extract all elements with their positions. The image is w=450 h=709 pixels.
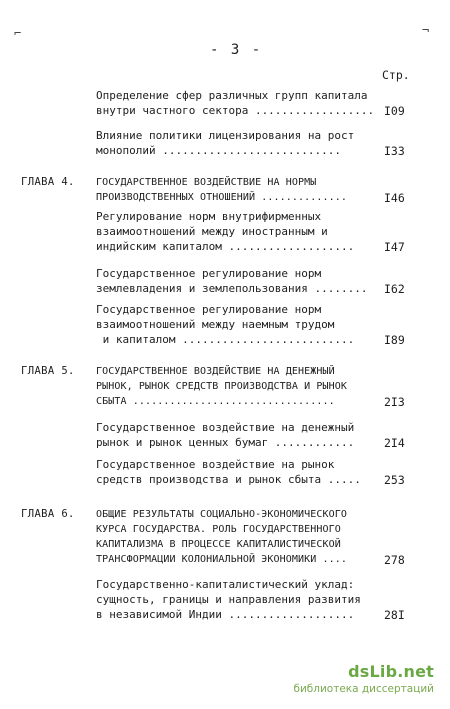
chapter-label: ГЛАВА 4.: [21, 176, 75, 188]
toc-line: Регулирование норм внутрифирменных: [96, 210, 322, 223]
toc-line: СБЫТА .................................: [96, 396, 335, 407]
page-ref: I09: [384, 104, 405, 118]
watermark-logo: dsLib.net: [348, 662, 434, 681]
toc-line: Государственное регулирование норм: [96, 267, 322, 280]
toc-line: землевладения и землепользования ........: [96, 282, 368, 295]
toc-line: РЫНОК, РЫНОК СРЕДСТВ ПРОИЗВОДСТВА И РЫНОК: [96, 381, 347, 392]
toc-line: в независимой Индии ...................: [96, 608, 355, 621]
chapter-label: ГЛАВА 6.: [21, 508, 75, 520]
page-ref: 2I4: [384, 436, 405, 450]
page-ref: 28I: [384, 608, 405, 622]
page-ref: 2I3: [384, 395, 405, 409]
page-ref: 253: [384, 473, 405, 487]
page-number: - 3 -: [210, 42, 263, 58]
corner-mark-left: ⌐: [14, 26, 22, 40]
toc-line: сущность, границы и направления развития: [96, 593, 361, 606]
toc-line: Государственное регулирование норм: [96, 303, 322, 316]
toc-line: КАПИТАЛИЗМА В ПРОЦЕССЕ КАПИТАЛИСТИЧЕСКОЙ: [96, 539, 341, 550]
toc-line: монополий ...........................: [96, 144, 342, 157]
toc-line: ГОСУДАРСТВЕННОЕ ВОЗДЕЙСТВИЕ НА ДЕНЕЖНЫЙ: [96, 366, 335, 377]
chapter-label: ГЛАВА 5.: [21, 365, 75, 377]
page-ref: I62: [384, 282, 405, 296]
watermark-subtitle: библиотека диссертаций: [293, 683, 434, 695]
page-column-label: Стр.: [382, 68, 410, 82]
toc-line: индийским капиталом ...................: [96, 240, 355, 253]
page-ref: I33: [384, 144, 405, 158]
toc-line: взаимоотношений между иностранным и: [96, 225, 328, 238]
toc-line: внутри частного сектора ..................: [96, 104, 375, 117]
toc-line: и капиталом ..........................: [96, 333, 355, 346]
toc-line: рынок и рынок ценных бумаг ............: [96, 436, 355, 449]
page-ref: I47: [384, 240, 405, 254]
toc-line: Государственное воздействие на денежный: [96, 421, 355, 434]
toc-line: ГОСУДАРСТВЕННОЕ ВОЗДЕЙСТВИЕ НА НОРМЫ: [96, 177, 317, 188]
toc-line: ОБЩИЕ РЕЗУЛЬТАТЫ СОЦИАЛЬНО-ЭКОНОМИЧЕСКОГО: [96, 509, 347, 520]
toc-line: Влияние политики лицензирования на рост: [96, 129, 355, 142]
toc-line: ПРОИЗВОДСТВЕННЫХ ОТНОШЕНИЙ ..............: [96, 192, 347, 203]
toc-line: КУРСА ГОСУДАРСТВА. РОЛЬ ГОСУДАРСТВЕННОГО: [96, 524, 341, 535]
toc-line: ТРАНСФОРМАЦИИ КОЛОНИАЛЬНОЙ ЭКОНОМИКИ ....: [96, 554, 347, 565]
toc-line: взаимоотношений между наемным трудом: [96, 318, 335, 331]
watermark: [293, 662, 434, 695]
page-ref: I46: [384, 191, 405, 205]
page-ref: 278: [384, 553, 405, 567]
toc-line: Определение сфер различных групп капитала: [96, 89, 368, 102]
toc-line: Государственное воздействие на рынок: [96, 458, 335, 471]
page-ref: I89: [384, 333, 405, 347]
toc-line: средств производства и рынок сбыта .....: [96, 473, 361, 486]
toc-line: Государственно-капиталистический уклад:: [96, 578, 355, 591]
corner-mark-right: ¬: [422, 23, 430, 37]
